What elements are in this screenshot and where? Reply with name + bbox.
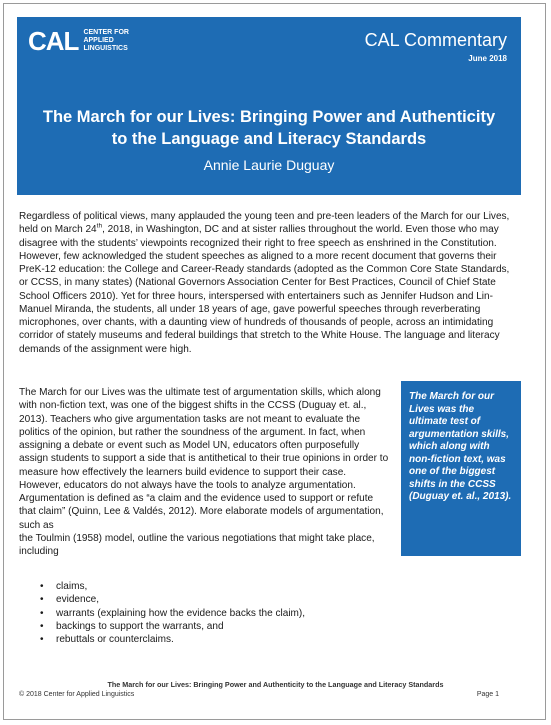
list-item-text: claims, (56, 581, 88, 592)
logo-org-name: CENTER FOR APPLIED LINGUISTICS (83, 29, 129, 52)
paragraph-2-main: The March for our Lives was the ultimate test of argumentation skills, which along with non-fiction text, was one of the biggest shifts in the CCSS (Duguay et. al., 2013). Teachers who give argumentation tasks are not meant to evaluate the politics of the opinion, but rather the soundness of the argument. In fact, when assigning a debate or event such as Model UN, educators often purposefully assign students to support a side that is antithetical to their true opinions in order to measure how effectively the learners build evidence to support their case. However, educators do not always have the tools to analyze argumentation. Argumentation is defined as “a claim and the evidence used to support or refute that claim” (Quinn, Lee & Valdés, 2012). More elaborate models of argumentation, such as (19, 387, 389, 531)
bullet-icon: • (40, 594, 44, 606)
bullet-icon: • (40, 634, 44, 645)
footer-copyright: © 2018 Center for Applied Linguistics (19, 691, 135, 698)
list-item-text: evidence, (56, 594, 100, 606)
paragraph-1-ordinal: th (96, 222, 103, 230)
author-name: Annie Laurie Duguay (203, 157, 335, 173)
series-title: CAL Commentary (364, 30, 507, 50)
list-item-text: backings to support the warrants, and (56, 620, 224, 632)
bullet-icon: • (40, 620, 44, 632)
logo-mark: CAL (28, 26, 79, 56)
pull-quote-text: The March for our Lives was the ultimate test of argumentation skills, which along with non-fiction text, was one of the biggest shifts in the CCSS (Duguay et. al., 2013). (409, 391, 512, 502)
cal-logo (28, 27, 143, 55)
footer-title: The March for our Lives: Bringing Power and Authenticity to the Language and Literacy Standards (107, 680, 444, 689)
paragraph-1-part2: , 2018, in Washington, DC and at sister rallies throughout the world. Even those who may disagree with the students’ viewpoints recognized their right to free speech as enshrined in the Constitution. However, few acknowledged the student speeches as aligned to a more recent document that governs their PreK-12 education: the College and Career-Ready standards (adopted as the Common Core State Standards, or CCSS, in many states) (National Governors Association Center for Best Practices, Council of Chief State School Officers 2010). Yet for three hours, interspersed with entertainers such as Jennifer Hudson and Lin-Manuel Miranda, the students, all under 18 years of age, gave powerful speeches through reverberating microphones, over chants, with a daunting view of hundreds of thousands of people, across an intimidating corridor of stately museums and federal buildings that stretch to the White House. The language and literacy demands of the assignment were high. (19, 224, 510, 355)
pull-quote (401, 381, 521, 556)
list-item (40, 620, 305, 633)
paragraph-1-part1: Regardless of political views, many applauded the young teen and pre-teen leaders of the March for our Lives, held on March 24 (19, 211, 510, 236)
header-banner (17, 17, 521, 195)
list-item-text: warrants (explaining how the evidence backs the claim), (56, 607, 306, 619)
page-number: Page 1 (476, 691, 499, 698)
paragraph-1 (19, 210, 519, 356)
article-title: The March for our Lives: Bringing Power and Authenticity to the Language and Literacy Standards (42, 108, 496, 148)
bullet-icon: • (40, 607, 44, 619)
paragraph-2-continuation: the Toulmin (1958) model, outline the various negotiations that might take place, including (19, 532, 375, 557)
publication-date: June 2018 (468, 54, 507, 63)
list-item (40, 593, 305, 606)
bullet-icon: • (40, 581, 44, 592)
argumentation-list (40, 580, 305, 646)
list-item (40, 607, 305, 620)
list-item (40, 633, 305, 646)
paragraph-2 (19, 386, 389, 558)
list-item-text: rebuttals or counterclaims. (56, 634, 174, 645)
list-item (40, 580, 305, 593)
